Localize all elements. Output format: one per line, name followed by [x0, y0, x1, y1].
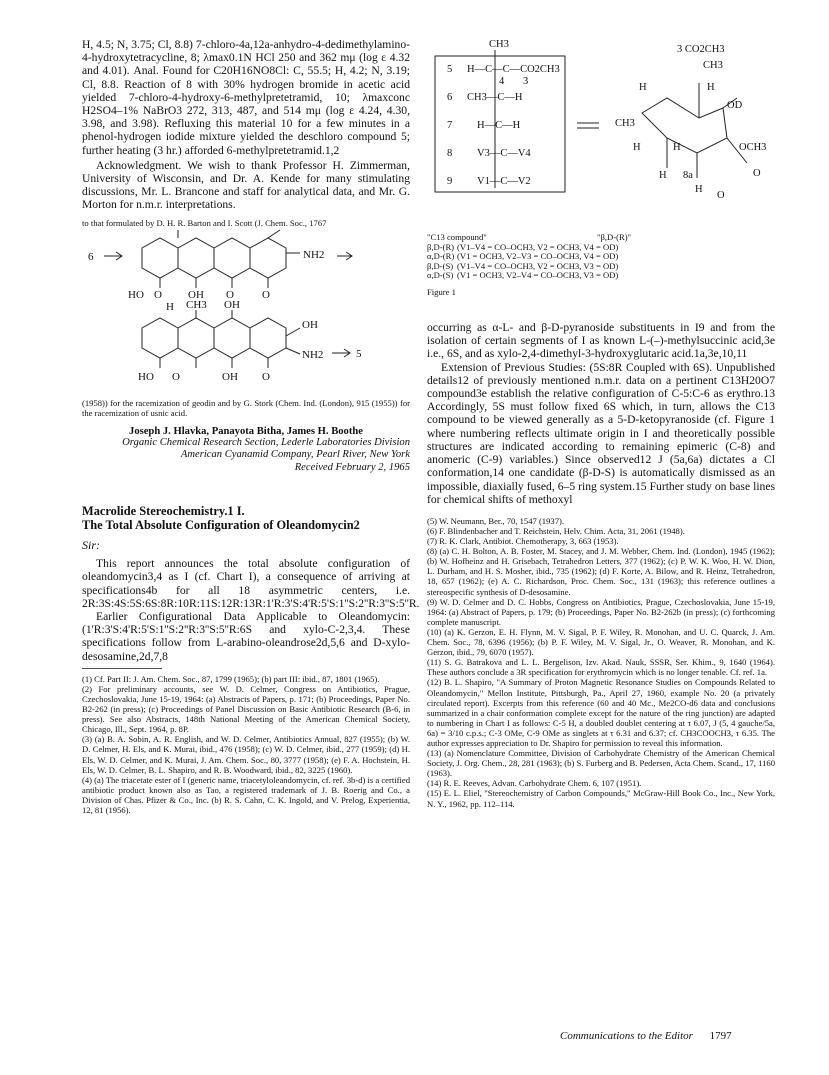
ref-5: (5) W. Neumann, Ber., 70, 1547 (1937). — [427, 515, 565, 526]
affiliation-line-2: American Cyanamid Company, Pearl River, New York — [180, 449, 410, 461]
ref-7: (7) R. K. Clark, Antibiot. Chemotherapy, 3, 663 (1953). — [427, 536, 619, 547]
ring-b1 — [178, 238, 214, 278]
compound-5-label: 5 — [356, 347, 362, 360]
footnote-bottom: (1958)) for the racemization of geodin and by G. Stork (Chem. Ind. (London), 915 (1955)) for the racemization of usnic acid. — [82, 397, 410, 418]
fig-h-right-2: H — [707, 82, 715, 93]
fig-row-6: CH3—C—H — [467, 92, 523, 103]
ring-chair — [642, 98, 727, 153]
ho-label-1: HO — [128, 288, 144, 301]
o-label-4: O — [172, 370, 180, 383]
fig-o-1: O — [753, 168, 761, 179]
ring-b2 — [178, 318, 214, 358]
left-column — [82, 38, 420, 815]
page-number: 1797 — [709, 1030, 732, 1042]
h-label-1: H — [166, 300, 174, 313]
ref-3: (3) (a) B. A. Sobin, A. R. English, and W. D. Celmer, Antibiotics Annual, 827 (1955); (b) W. D. Celmer, H. Els, and K. Murai, ibid., 476 (1958); (c) W. D. Celmer, ibid., 277 (1959); (d) H. Els, W. D. Celmer, and K. Murai, J. Am. Chem. Soc., 80, 3777 (1958); (e) F. A. Hochstein, H. Els, W. D. Celmer, B. L. Shapiro, and R. B. Woodward, ibid., 82, 3225 (1960). — [82, 734, 410, 775]
o-label-3: O — [262, 288, 270, 301]
fig-num-5: 5 — [447, 64, 453, 75]
oh-label-3: OH — [302, 318, 318, 331]
ho-label-2: HO — [138, 370, 154, 383]
compound-6-label: 6 — [88, 250, 94, 263]
footnote-top: to that formulated by D. H. R. Barton and I. Scott (J. Chem. Soc., 1767 — [82, 217, 327, 228]
article-paragraph-2: Earlier Configurational Data Applicable to Oleandomycin: (1'R:3'S:4'R:5'S:1''S:2''R:3''S:5''R:6S and xylo-C-2,3,4. These specifications follow from L-arabino-oleandrose2d,5,6 and D-xylo-desosamine,2d,7,8 — [82, 609, 410, 663]
ref-9: (9) W. D. Celmer and D. C. Hobbs, Congress on Antibiotics, Prague, Czechoslovakia, June 15-19, 1964: (a) Abstract of Papers, p. 179; (b) Proceedings, Paper No. B2-262b (in press); (c) forthcoming complete manuscript. — [427, 596, 775, 627]
acknowledgment: Acknowledgment. We wish to thank Professor H. Zimmerman, University of Wisconsin, and Dr. A. Kende for many stimulating discussions, Mr. L. Brancone and staff for analytical data, and Mr. G. Morton for n.m.r. interpretations. — [82, 158, 410, 212]
fig-row-8: V3—C—V4 — [477, 148, 531, 159]
fig-num-7: 7 — [447, 120, 453, 131]
journal-section: Communications to the Editor — [560, 1030, 693, 1042]
ref-13: (13) (a) Nomenclature Committee, Division of Carbohydrate Chemistry of the American Chemical Society, J. Org. Chem., 28, 281 (1963); (b) S. Furberg and B. Pedersen, Acta Chem. Scand., 17, 1160 (1963). — [427, 748, 775, 779]
fig-od: OD — [727, 100, 743, 111]
figure-1-structures — [427, 38, 775, 228]
figure-label: Figure 1 — [427, 286, 456, 297]
ref-14: (14) R. E. Reeves, Advan. Carbohydrate Chem. 6, 107 (1951). — [427, 778, 642, 789]
figure-row: β,D-(R) (V1–V4 = CO–OCH3, V2 = OCH3, V4 = OD) — [427, 241, 619, 252]
salutation: Sir: — [82, 538, 100, 553]
ref-1: (1) Cf. Part II: J. Am. Chem. Soc., 87, 1799 (1965); (b) part III: ibid., 87, 1801 (1965). — [82, 673, 380, 684]
intro-paragraph: H, 4.5; N, 3.75; Cl, 8.8) 7-chloro-4a,12a-anhydro-4-dedimethylamino-4-hydroxytetracycline, 8; λmax0.1N HCl 250 and 362 mμ (log ε 4.32 and 4.01). Anal. Found for C20H16NO8Cl: C, 55.5; H, 4.2; N, 3.19; Cl, 8.8. Reaction of 8 with 30% hydrogen bromide in acetic acid yielded 7-chloro-4-hydroxy-6-methylpretetramid, 10; λmaxconc H2SO4–1% NaBrO3 272, 313, 487, and 514 mμ (log ε 4.24, 4.30, 3.98, and 3.98). Refluxing this material 10 for a few minutes in a phenol-hydrogen iodide mixture yielded the deschloro compound 5; further heating (3 hr.) afforded 6-methylpretetramid.1,2 — [82, 38, 410, 157]
oh-label-4: OH — [222, 370, 238, 383]
ref-4: (4) (a) The triacetate ester of I (generic name, triacetyloleandomycin, cf. ref. 3b-d) is a certified antibiotic product known also as Tao, a registered trademark of J. B. Roerig and Co., a Division of Chas. Pfizer & Co., Inc. (b) R. S. Cahn, C. K. Ingold, and V. Prelog, Experientia, 12, 81 (1956). — [82, 774, 410, 815]
oh-label-2: OH — [224, 298, 240, 311]
fig-h-ring-4: H — [695, 184, 703, 195]
right-paragraph-2: Extension of Previous Studies: (5S:8R Coupled with 6S). Unpublished details12 of previously mentioned n.m.r. data on a pertinent C13H20O7 compound3e establish the relative configuration of C-5:C-6 as erythro.13 Accordingly, 5S must follow fixed 6S which, in turn, allows the C13 compound to be viewed generally as a 5-D-ketopyranoside (cf. Figure 1 where numbering reflects ultimate origin in I and theoretically possible structures are indicated according to remaining epimeric (C-8) and anomeric (C-9) variables.) Since observed12 J (5a,6a) dictates a Cl conformation,14 one candidate (β-D-S) is automatically dismissed as an impossible, diaxially fused, 6–5 ring system.15 Further study on base lines for chemical shifts of methoxyl — [427, 360, 775, 506]
fig-num-6: 6 — [447, 92, 453, 103]
right-column — [427, 38, 775, 809]
ring-c2 — [214, 318, 250, 358]
fig-row-7: H—C—H — [477, 120, 521, 131]
right-paragraph-1: occurring as α-L- and β-D-pyranoside substituents in I9 and from the isolation of certain segments of I as known L-(–)-methylsuccinic acid,3e i.e., 6S, and as xylo-2,4-dimethyl-3-hydroxyglutaric acid.1a,3e,10,11 — [427, 321, 775, 361]
figure-row: β,D-(S) (V1–V4 = CO–OCH3, V2 = OCH3, V3 = OD) — [427, 260, 619, 271]
fig-num-8: 8 — [447, 148, 453, 159]
authors: Joseph J. Hlavka, Panayota Bitha, James H. Boothe — [129, 425, 363, 437]
fig-h-ring-1: H — [633, 142, 641, 153]
figure-headers: "C13 compound" "β,D-(R)" — [427, 232, 632, 242]
ring-c1 — [214, 238, 250, 278]
fig-num-4: 4 — [499, 76, 505, 87]
affiliation-line-1: Organic Chemical Research Section, Lederle Laboratories Division — [122, 436, 410, 448]
ring-a1 — [142, 238, 178, 278]
reaction-scheme — [82, 228, 410, 393]
methyl-label-1 — [168, 228, 189, 231]
ring-a2 — [142, 318, 178, 358]
fig-row-9: V1—C—V2 — [477, 176, 531, 187]
article-paragraph-1: This report announces the total absolute configuration of oleandomycin3,4 as I (cf. Chart I), a consequence of arriving at specifications4b for all 18 asymmetric centers, i.e. 2R:3S:4S:5S:6S:8R:10R:11S:12R:13R:1'R:3'S:4'R:5'S:1''S:2''R:3''S:5''R. — [82, 557, 420, 610]
amino-label-1: NH2 — [303, 248, 325, 261]
o-label-2: O — [226, 288, 234, 301]
fig-och3: OCH3 — [739, 142, 767, 153]
page-footer — [560, 1030, 732, 1042]
fig-ch3-right: CH3 — [703, 60, 723, 71]
fig-8a: 8a — [683, 170, 693, 181]
fig-h-right-1: H — [639, 82, 647, 93]
fig-ch3-top: CH3 — [489, 39, 509, 50]
ref-10: (10) (a) K. Gerzon, E. H. Flynn, M. V. Sigal, P. F. Wiley, R. Monohan, and U. C. Quarck, J. Am. Chem. Soc., 78, 6396 (1956); (b) P. F. Wiley, M. V. Sigal, Jr., O. Weaver, R. Monohan, and K. Gerzon, ibid., 79, 6070 (1957). — [427, 626, 775, 658]
oh-label-1: OH — [188, 288, 204, 301]
fig-h-ring-3: H — [659, 170, 667, 181]
methyl-label-2: CH3 — [186, 298, 207, 311]
amino-label-2: NH2 — [302, 348, 324, 361]
ref-2: (2) For preliminary accounts, see W. D. Celmer, Congress on Antibiotics, Prague, Czechoslovakia, June 15-19, 1964: (a) Abstracts of Papers, p. 171; (b) Proceedings, Paper No. B2-262 (in press); (c) Proceedings of Panel Discussion on Basic Antibiotic Research (B-6, in press). See also Abstracts, 148th National Meeting of the American Chemical Society, Chicago, Ill., Sept. 1964, p. 8P. — [82, 683, 410, 735]
fig-num-3: 3 — [523, 76, 529, 87]
ring-d2 — [250, 318, 286, 358]
ref-8: (8) (a) C. H. Bolton, A. B. Foster, M. Stacey, and J. M. Webber, Chem. Ind. (London), 1945 (1962); (b) W. Hofheinz and H. Grisebach, Tetrahedron Letters, 377 (1962); (c) P. W. K. Woo, H. W. Dion, L. Durham, and H. S. Mosher, ibid., 735 (1962); (d) F. Korte, A. Bilow, and R. Heinz, Tetrahedron, 18, 657 (1962); (e) A. C. Richardson, Proc. Chem. Soc., 131 (1963); this reference outlines a stereospecific synthesis of D-desosamine. — [427, 546, 775, 597]
received-date: Received February 2, 1965 — [294, 461, 410, 473]
ref-11: (11) S. G. Batrakova and L. L. Bergelison, Izv. Akad. Nauk, SSSR, Ser. Khim., 9, 1640 (1964). These authors conclude a 3R specification for erythromycin which is no longer tenable. Cf. ref. 1a. — [427, 657, 775, 678]
fig-num-9: 9 — [447, 176, 453, 187]
figure-row: α,D-(S) (V1 = OCH3, V2–V4 = CO–OCH3, V3 = OD) — [427, 270, 619, 281]
fig-row-5: H—C—C—CO2CH3 — [467, 64, 560, 75]
figure-row: α,D-(R) (V1 = OCH3, V2–V3 = CO–OCH3, V4 = OD) — [427, 251, 619, 262]
article-title-1: Macrolide Stereochemistry.1 I. — [82, 504, 245, 519]
o-label-5: O — [262, 370, 270, 383]
ring-d1 — [250, 238, 286, 278]
o-label-1: O — [154, 288, 162, 301]
ref-6: (6) F. Blindenbacher and T. Reichstein, Helv. Chim. Acta, 31, 2061 (1948). — [427, 526, 685, 536]
fig-co2ch3-right: 3 CO2CH3 — [677, 44, 725, 55]
ref-12: (12) B. L. Shapiro, "A Summary of Proton Magnetic Resonance Studies on Compounds Related to Oleandomycin," Mellon Institute, Pittsburgh, Pa., April 27, 1960, example No. 20 (a privately circulated report). Excerpts from this reference (60 and 40 Mc., Me2CO-d6 data and conclusions summarized in a chair conformation complete except for the nature of the ring junction) are adapted to numbering in Chart I as follows: C-5 H, a doubled doublet centering at τ 6.07, J (5, 4 gauche/5a, 6a) = 3/10 c.p.s.; C-3 OMe, C-9 OMe as singlets at τ 6.31 and 6.37; cf. CH3COOCH3, τ 6.35. The author expresses appreciation to Dr. Shapiro for permission to reveal this information. — [427, 677, 775, 748]
fig-ch3-left-ring: CH3 — [615, 118, 635, 129]
footnote-rule — [82, 668, 162, 669]
article-title-2: The Total Absolute Configuration of Oleandomycin2 — [82, 518, 360, 533]
ref-15: (15) E. L. Eliel, "Stereochemistry of Carbon Compounds," McGraw-Hill Book Co., Inc., New York, N. Y., 1962, pp. 112–114. — [427, 788, 775, 809]
fig-h-ring-2: H — [673, 142, 681, 153]
fig-o-2: O — [717, 190, 725, 201]
